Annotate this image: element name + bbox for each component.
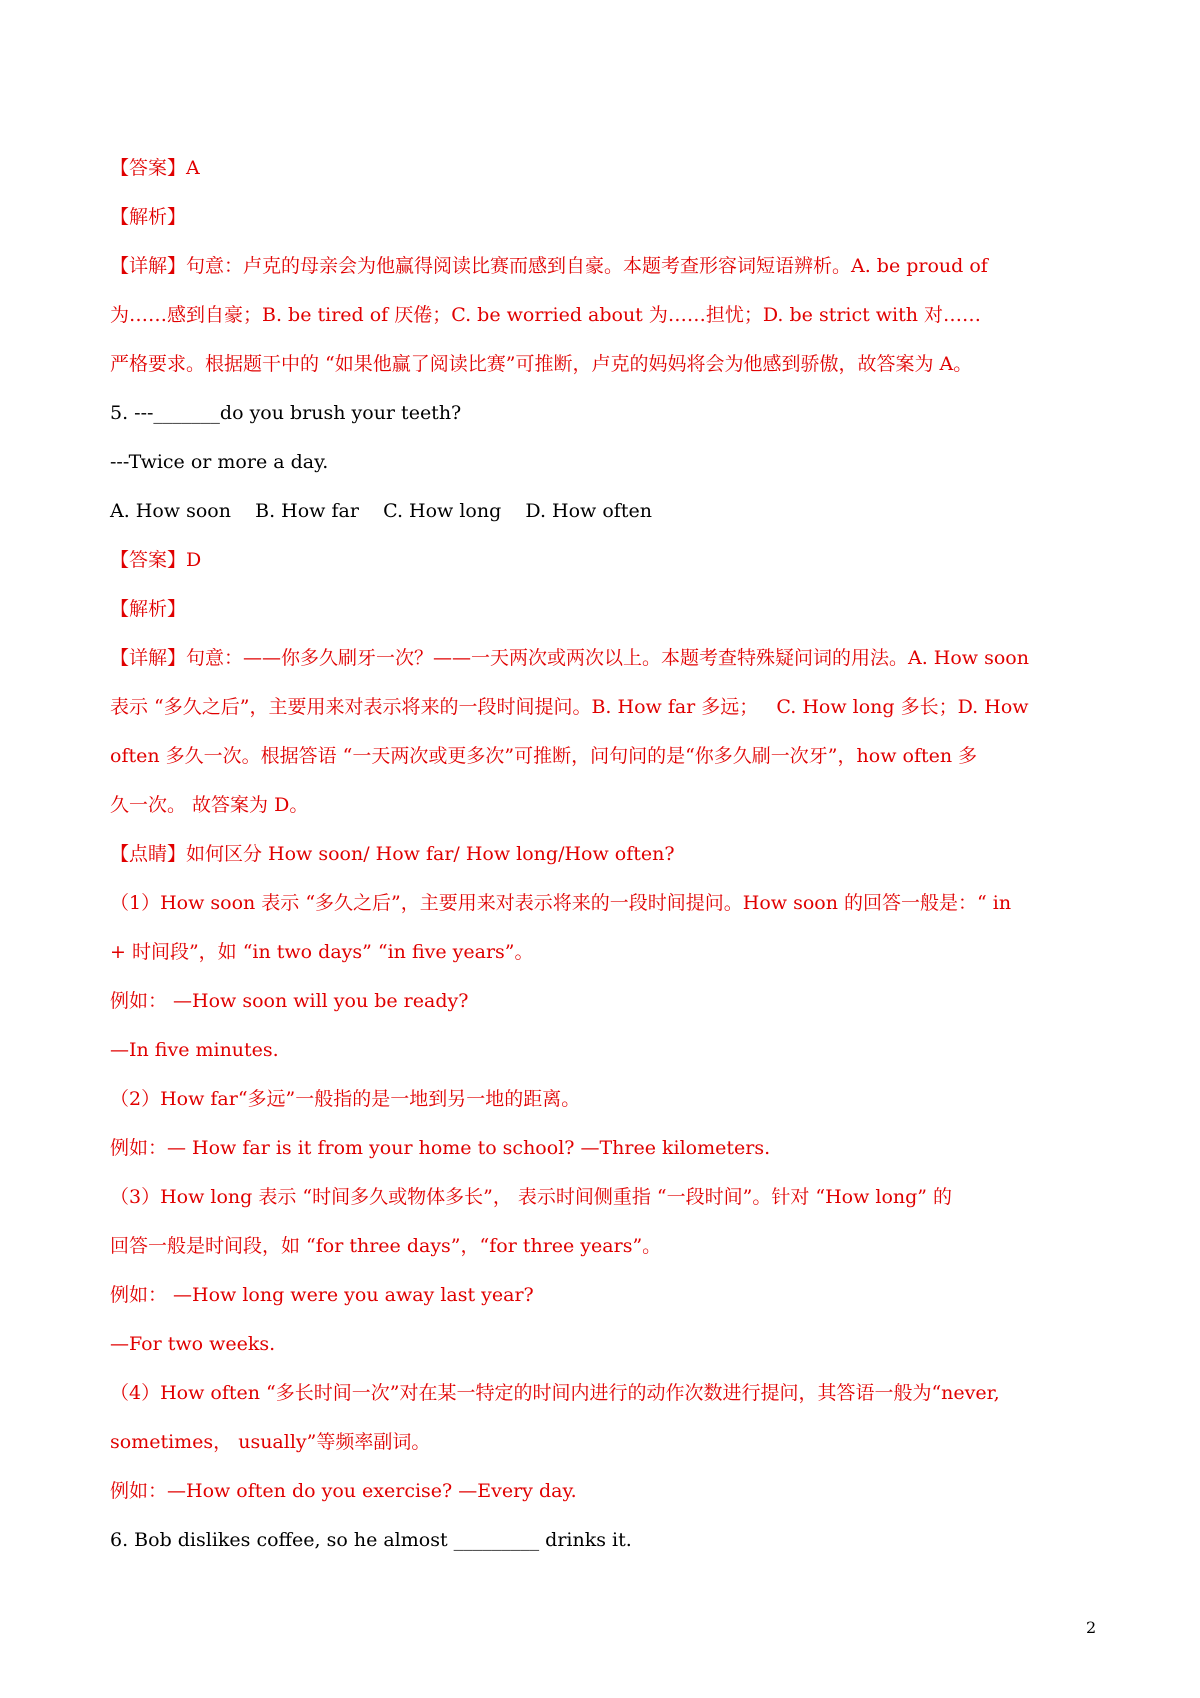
q4-answer: 【答案】A [110, 157, 200, 179]
q5-reply: ---Twice or more a day. [110, 451, 329, 473]
page-number: 2 [1086, 1618, 1097, 1637]
q5-stem: 5. ---_______do you brush your teeth? [110, 402, 462, 424]
q5-detail-line4: 久一次。 故答案为 D。 [110, 794, 309, 816]
q5-example3-answer: —For two weeks. [110, 1333, 276, 1355]
q4-detail-line3: 严格要求。根据题干中的 “如果他赢了阅读比赛”可推断，卢克的妈妈将会为他感到骄傲，故答案为 A。 [110, 353, 973, 375]
q5-tip-heading: 【点睛】如何区分 How soon/ How far/ How long/How often? [110, 843, 675, 865]
q5-tip1-line2: + 时间段”，如 “in two days” “in five years”。 [110, 941, 534, 963]
q5-tip4-line2: sometimes， usually”等频率副词。 [110, 1431, 431, 1453]
q4-detail-line1: 【详解】句意：卢克的母亲会为他赢得阅读比赛而感到自豪。本题考查形容词短语辨析。A. be proud of [110, 255, 988, 277]
q6-stem: 6. Bob dislikes coffee, so he almost _________ drinks it. [110, 1529, 632, 1551]
q5-example3-question: 例如： —How long were you away last year? [110, 1284, 534, 1306]
q5-detail-line1: 【详解】句意：——你多久刷牙一次？——一天两次或两次以上。本题考查特殊疑问词的用法。A. How soon [110, 647, 1029, 669]
q5-example4: 例如：—How often do you exercise? —Every day. [110, 1480, 577, 1502]
q5-example1-question: 例如： —How soon will you be ready? [110, 990, 469, 1012]
q4-detail-line2: 为……感到自豪；B. be tired of 厌倦；C. be worried about 为……担忧；D. be strict with 对…… [110, 304, 982, 326]
q5-tip2: （2）How far“多远”一般指的是一地到另一地的距离。 [110, 1088, 581, 1110]
q5-analysis-heading: 【解析】 [110, 598, 187, 620]
q5-answer: 【答案】D [110, 549, 202, 571]
q5-example2: 例如：— How far is it from your home to school? —Three kilometers. [110, 1137, 771, 1159]
q5-tip4-line1: （4）How often “多长时间一次”对在某一特定的时间内进行的动作次数进行提问，其答语一般为“never, [110, 1382, 1000, 1404]
q5-example1-answer: —In five minutes. [110, 1039, 279, 1061]
q5-tip3-line2: 回答一般是时间段，如 “for three days”，“for three years”。 [110, 1235, 662, 1257]
q5-options: A. How soon B. How far C. How long D. How often [110, 500, 652, 522]
q5-tip1-line1: （1）How soon 表示 “多久之后”，主要用来对表示将来的一段时间提问。How soon 的回答一般是：“ in [110, 892, 1012, 914]
q5-detail-line3: often 多久一次。根据答语 “一天两次或更多次”可推断，问句问的是“你多久刷一次牙”，how often 多 [110, 745, 978, 767]
q4-analysis-heading: 【解析】 [110, 206, 187, 228]
q5-tip3-line1: （3）How long 表示 “时间多久或物体多长”， 表示时间侧重指 “一段时间”。针对 “How long” 的 [110, 1186, 953, 1208]
q5-detail-line2: 表示 “多久之后”，主要用来对表示将来的一段时间提问。B. How far 多远； C. How long 多长；D. How [110, 696, 1029, 718]
